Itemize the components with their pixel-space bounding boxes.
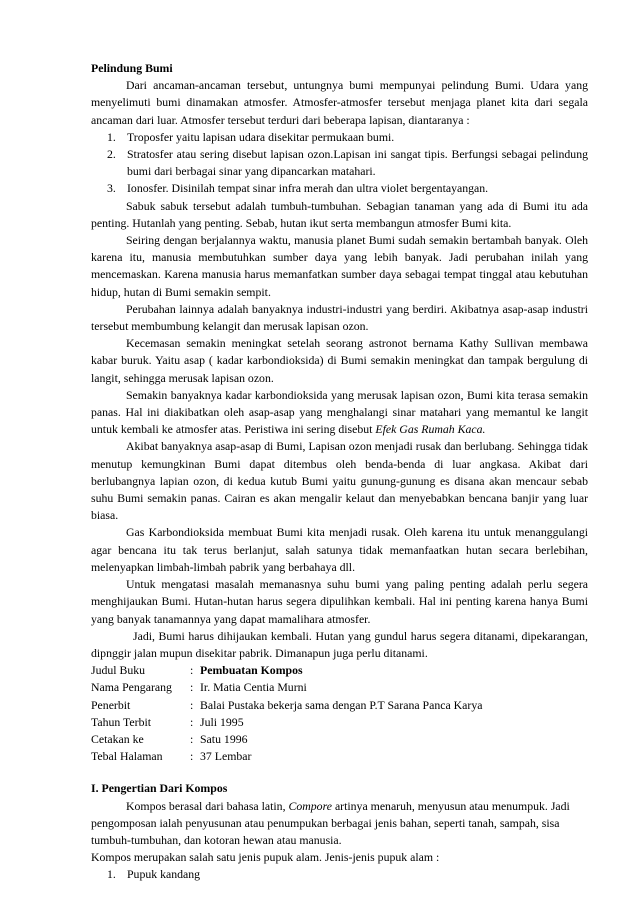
list-item-number: 3.: [107, 181, 116, 196]
book-info-label: Judul Buku: [91, 663, 146, 678]
section-title-pelindung-bumi: Pelindung Bumi: [91, 61, 173, 75]
list-item-text: Stratosfer atau sering disebut lapisan ozon.Lapisan ini sangat tipis. Berfungsi sebagai pelindung bumi dari berbagai sinar yang dipancarkan matahari.: [127, 147, 588, 179]
paragraph-semakin: [91, 387, 588, 439]
book-info-row: [91, 697, 588, 714]
paragraph-kecemasan: Kecemasan semakin meningkat setelah seorang astronot bernama Kathy Sullivan membawa kabar buruk. Yaitu asap ( kadar karbondioksida) di Bumi semakin meningkat dan tampak bergulung di langit, sehingga merusak lapisan ozon.: [91, 336, 588, 385]
book-info-row: [91, 714, 588, 731]
book-info-label: Nama Pengarang: [91, 680, 172, 695]
paragraph-gas: Gas Karbondioksida membuat Bumi kita menjadi rusak. Oleh karena itu untuk menanggulangi agar bencana itu tak terus berlanjut, salah satunya tidak memanfaatkan hutan secara berlebihan, melenyapkan limbah-limbah pabrik yang berbahaya dll.: [91, 525, 588, 574]
book-info-separator: :: [190, 749, 194, 764]
list-item-number: 1.: [107, 129, 116, 144]
paragraph-sabuk: Sabuk sabuk tersebut adalah tumbuh-tumbuhan. Sebagian tanaman yang ada di Bumi itu ada penting. Hutanlah yang penting. Sebab, hutan ikut serta membangun atmosfer Bumi kita.: [91, 198, 588, 230]
paragraph-perubahan: Perubahan lainnya adalah banyaknya industri-industri yang berdiri. Akibatnya asap-asap industri tersebut membumbung kelangit dan merusak lapisan ozon.: [91, 301, 588, 334]
atmosphere-layer-list: [91, 129, 588, 198]
book-info-separator: :: [190, 714, 194, 729]
paragraph-kompos-text-end: artinya menaruh, menyusun atau menumpuk. Jadi pengomposan ialah penyusunan atau penumpukan berbagai jenis bahan, seperti tanah, sampah, sisa tumbuh-tumbuhan, dan kotoran hewan atau manusia.: [91, 798, 570, 847]
paragraph-akibat: Akibat banyaknya asap-asap di Bumi, Lapisan ozon menjadi rusak dan berlubang. Sehingga tidak menutup kemungkinan Bumi dapat ditembus oleh benda-benda di luar angkasa. Akibat dari berlubangnya lapian ozon, di kedua kutub Bumi yaitu gunung-gunung es disana akan mencaur sebab suhu Bumi semakin panas. Cairan es akan mengalir kelaut dan menyebabkan bencana banjir yang luar biasa.: [91, 439, 588, 523]
book-info-separator: :: [190, 663, 194, 678]
list-item-number: 2.: [107, 147, 116, 162]
paragraph-semakin-text: Semakin banyaknya kadar karbondioksida yang merusak lapisan ozon, Bumi kita terasa semakin panas. Hal ini diakibatkan oleh asap-asap yang menghalangi sinar matahari yang memantul ke langit untuk kembali ke atmosfer atas. Peristiwa ini sering disebut: [91, 387, 588, 437]
book-info-row: [91, 662, 588, 679]
section-title-pengertian-kompos: I. Pengertian Dari Kompos: [91, 781, 228, 796]
list-item-text: Pupuk kandang: [127, 867, 201, 882]
paragraph-jadi: Jadi, Bumi harus dihijaukan kembali. Hutan yang gundul harus segera ditanami, dipekarangan, dipnggir jalan mupun disekitar pabrik. Dimanapun juga perlu ditanami.: [91, 628, 588, 660]
paragraph-untuk: Untuk mengatasi masalah memanasnya suhu bumi yang paling penting adalah perlu segera menghijaukan Bumi. Hutan-hutan harus segera dipulihkan kembali. Hal ini penting karena hanya Bumi yang banyak tanamannya yang dapat mamalihara atmosfer.: [91, 577, 588, 626]
list-item-text: Troposfer yaitu lapisan udara disekitar permukaan bumi.: [127, 129, 395, 144]
book-info-value: 37 Lembar: [200, 749, 252, 764]
book-info-label: Tahun Terbit: [91, 714, 152, 729]
book-info-separator: :: [190, 680, 194, 695]
paragraph-seiring: Seiring dengan berjalannya waktu, manusia planet Bumi sudah semakin bertambah banyak. Oleh karena itu, manusia membutuhkan sumber daya yang lebih banyak. Jadi perubahan inilah yang mencemaskan. Karena manusia harus memanfatkan sumber daya sebagai tempat tinggal atau kebutuhan hidup, hutan di Bumi semakin sempit.: [91, 233, 588, 299]
paragraph-kompos-text-start: Kompos berasal dari bahasa latin,: [126, 798, 286, 813]
paragraph-kompos-definition: [91, 798, 588, 850]
book-info-separator: :: [190, 731, 194, 746]
book-info-value: Satu 1996: [200, 731, 248, 746]
paragraph-kompos-types-intro: Kompos merupakan salah satu jenis pupuk alam. Jenis-jenis pupuk alam :: [91, 850, 440, 865]
book-info-value: Balai Pustaka bekerja sama dengan P.T Sarana Panca Karya: [200, 697, 483, 712]
list-item: [91, 866, 588, 883]
book-info-value: Ir. Matia Centia Murni: [200, 680, 307, 695]
book-info-label: Cetakan ke: [91, 731, 144, 746]
term-efek-gas-rumah-kaca: Efek Gas Rumah Kaca.: [375, 422, 486, 437]
book-info-separator: :: [190, 697, 194, 712]
book-info-label: Tebal Halaman: [91, 749, 163, 764]
book-info-row: [91, 731, 588, 748]
document-body: [91, 60, 588, 884]
book-info-row: [91, 679, 588, 696]
book-info-row: [91, 748, 588, 765]
pupuk-type-list: [91, 866, 588, 883]
term-compore: Compore: [288, 798, 332, 813]
list-item: [91, 129, 588, 146]
book-info: [91, 662, 588, 765]
book-info-value: Pembuatan Kompos: [200, 663, 303, 678]
list-item: [91, 146, 588, 180]
list-item-text: Ionosfer. Disinilah tempat sinar infra merah dan ultra violet bergentayangan.: [127, 181, 489, 196]
list-item-number: 1.: [107, 867, 116, 882]
book-info-value: Juli 1995: [200, 714, 244, 729]
book-info-label: Penerbit: [91, 697, 131, 712]
paragraph-intro: Dari ancaman-ancaman tersebut, untungnya bumi mempunyai pelindung Bumi. Udara yang menyelimuti bumi dinamakan atmosfer. Atmosfer-atmosfer tersebut menjaga planet kita dari segala ancaman dari luar. Atmosfer tersebut terduri dari beberapa lapisan, diantaranya :: [91, 78, 588, 127]
list-item: [91, 180, 588, 197]
